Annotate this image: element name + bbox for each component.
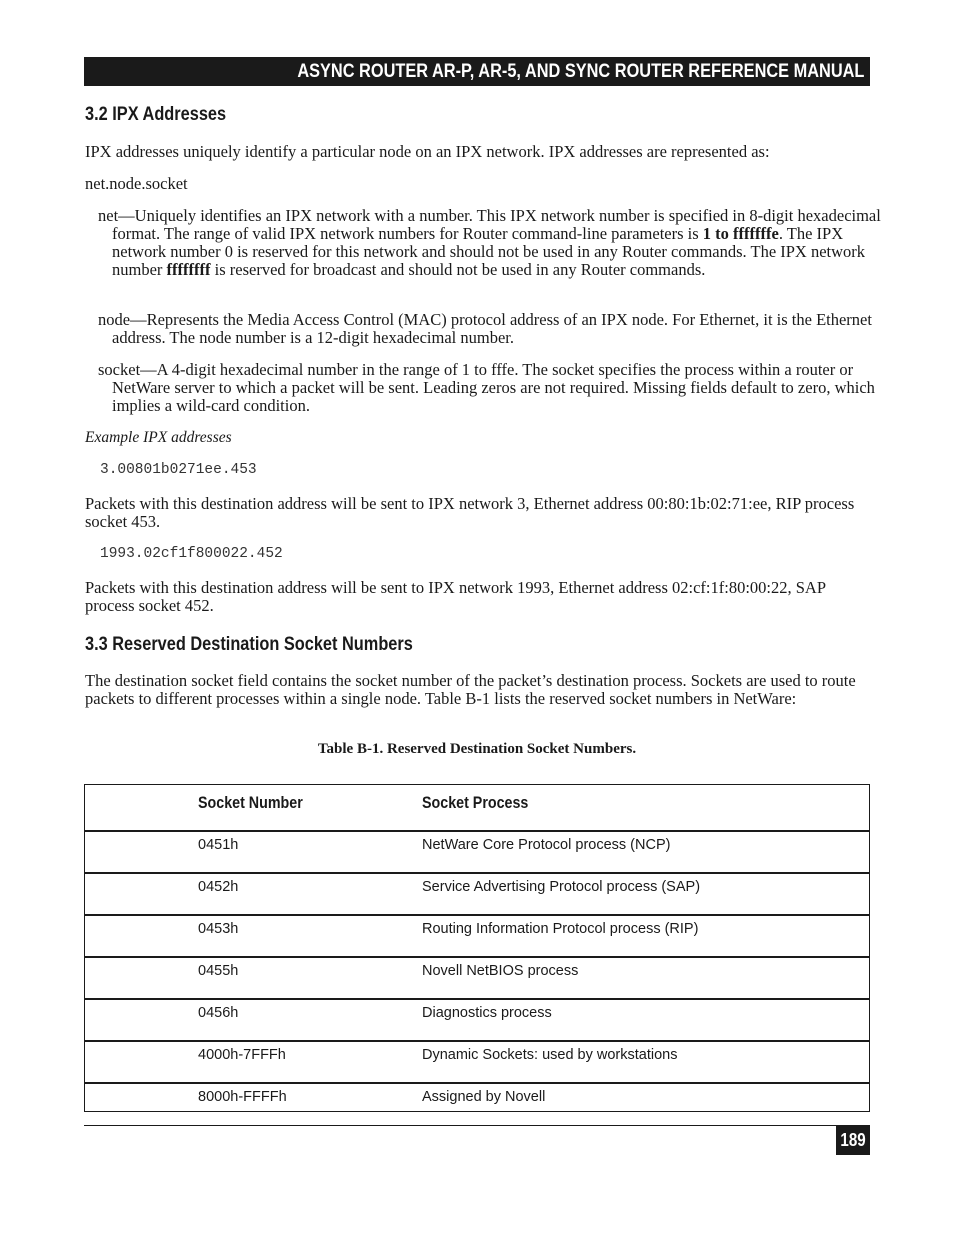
definition-socket: socket—A 4-digit hexadecimal number in the range of 1 to fffe. The socket specifies the process within a router or NetWare server to which a packet will be sent. Leading zeros are not required. Missing fields default to zero, which implies a wild-card condition. [98,360,875,415]
row-divider [85,998,869,1000]
definition-node: node—Represents the Media Access Control (MAC) protocol address of an IPX node. For Ethernet, it is the Ethernet address. The node number is a 12-digit hexadecimal number. [98,310,872,347]
example-1-description: Packets with this destination address will be sent to IPX network 3, Ethernet address 00:80:1b:02:71:ee, RIP process socket 453. [85,494,855,531]
row-divider [85,1040,869,1042]
section-heading-ipx-addresses: 3.2 IPX Addresses [85,104,227,125]
row-divider [85,956,869,958]
row-divider [85,872,869,874]
socket-table [84,784,870,1112]
socket-number-cell: 0455h [198,963,239,979]
term-node: node [98,310,131,329]
net-range: 1 to fffffffe [702,224,779,243]
socket-process-cell: Diagnostics process [422,1005,552,1021]
socket-number-cell: 0456h [198,1005,239,1021]
socket-number-cell: 0452h [198,879,239,895]
column-header-socket-process: Socket Process [422,793,529,812]
definition-net: net—Uniquely identifies an IPX network with a number. This IPX network number is specified in 8-digit hexadecimal format. The range of valid IPX network numbers for Router command-line parameters is 1 to fffffffe. The IPX network number 0 is reserved for this network and should not be used in any Router commands. The IPX network number ffffffff is reserved for broadcast and should not be used in any Router commands. [98,206,881,279]
example-2-description: Packets with this destination address will be sent to IPX network 1993, Ethernet address 02:cf:1f:80:00:22, SAP process socket 452. [85,578,826,615]
socket-process-cell: Assigned by Novell [422,1089,546,1105]
header-bar [84,57,870,86]
column-header-socket-number: Socket Number [198,793,303,812]
socket-process-cell: NetWare Core Protocol process (NCP) [422,837,671,853]
address-format: net.node.socket [85,174,188,193]
socket-process-cell: Routing Information Protocol process (RIP) [422,921,699,937]
socket-process-cell: Service Advertising Protocol process (SAP) [422,879,701,895]
example-address-1: 3.00801b0271ee.453 [100,462,257,478]
row-divider [85,1082,869,1084]
socket-number-cell: 0453h [198,921,239,937]
socket-process-cell: Novell NetBIOS process [422,963,579,979]
manual-title: ASYNC ROUTER AR-P, AR-5, AND SYNC ROUTER REFERENCE MANUAL [296,61,864,82]
table-caption: Table B-1. Reserved Destination Socket Numbers. [317,741,637,757]
row-divider [85,914,869,916]
ipx-intro-paragraph: IPX addresses uniquely identify a particular node on an IPX network. IPX addresses are represented as: [85,142,770,161]
socket-number-cell: 8000h-FFFFh [198,1089,287,1105]
term-socket: socket [98,360,141,379]
row-divider [85,830,869,832]
socket-number-cell: 0451h [198,837,239,853]
broadcast-net: ffffffff [166,260,211,279]
socket-number-cell: 4000h-7FFFh [198,1047,286,1063]
footer-rule [84,1125,870,1126]
example-address-2: 1993.02cf1f800022.452 [100,546,283,562]
reserved-sockets-intro: The destination socket field contains the socket number of the packet’s destination process. Sockets are used to route packets to different processes within a single node. Table B-1 lists the reserved socket numbers in NetWare: [85,671,856,708]
example-label: Example IPX addresses [85,429,232,446]
section-heading-reserved-sockets: 3.3 Reserved Destination Socket Numbers [85,634,413,655]
term-net: net [98,206,119,225]
page-number: 189 [836,1126,870,1155]
socket-process-cell: Dynamic Sockets: used by workstations [422,1047,678,1063]
